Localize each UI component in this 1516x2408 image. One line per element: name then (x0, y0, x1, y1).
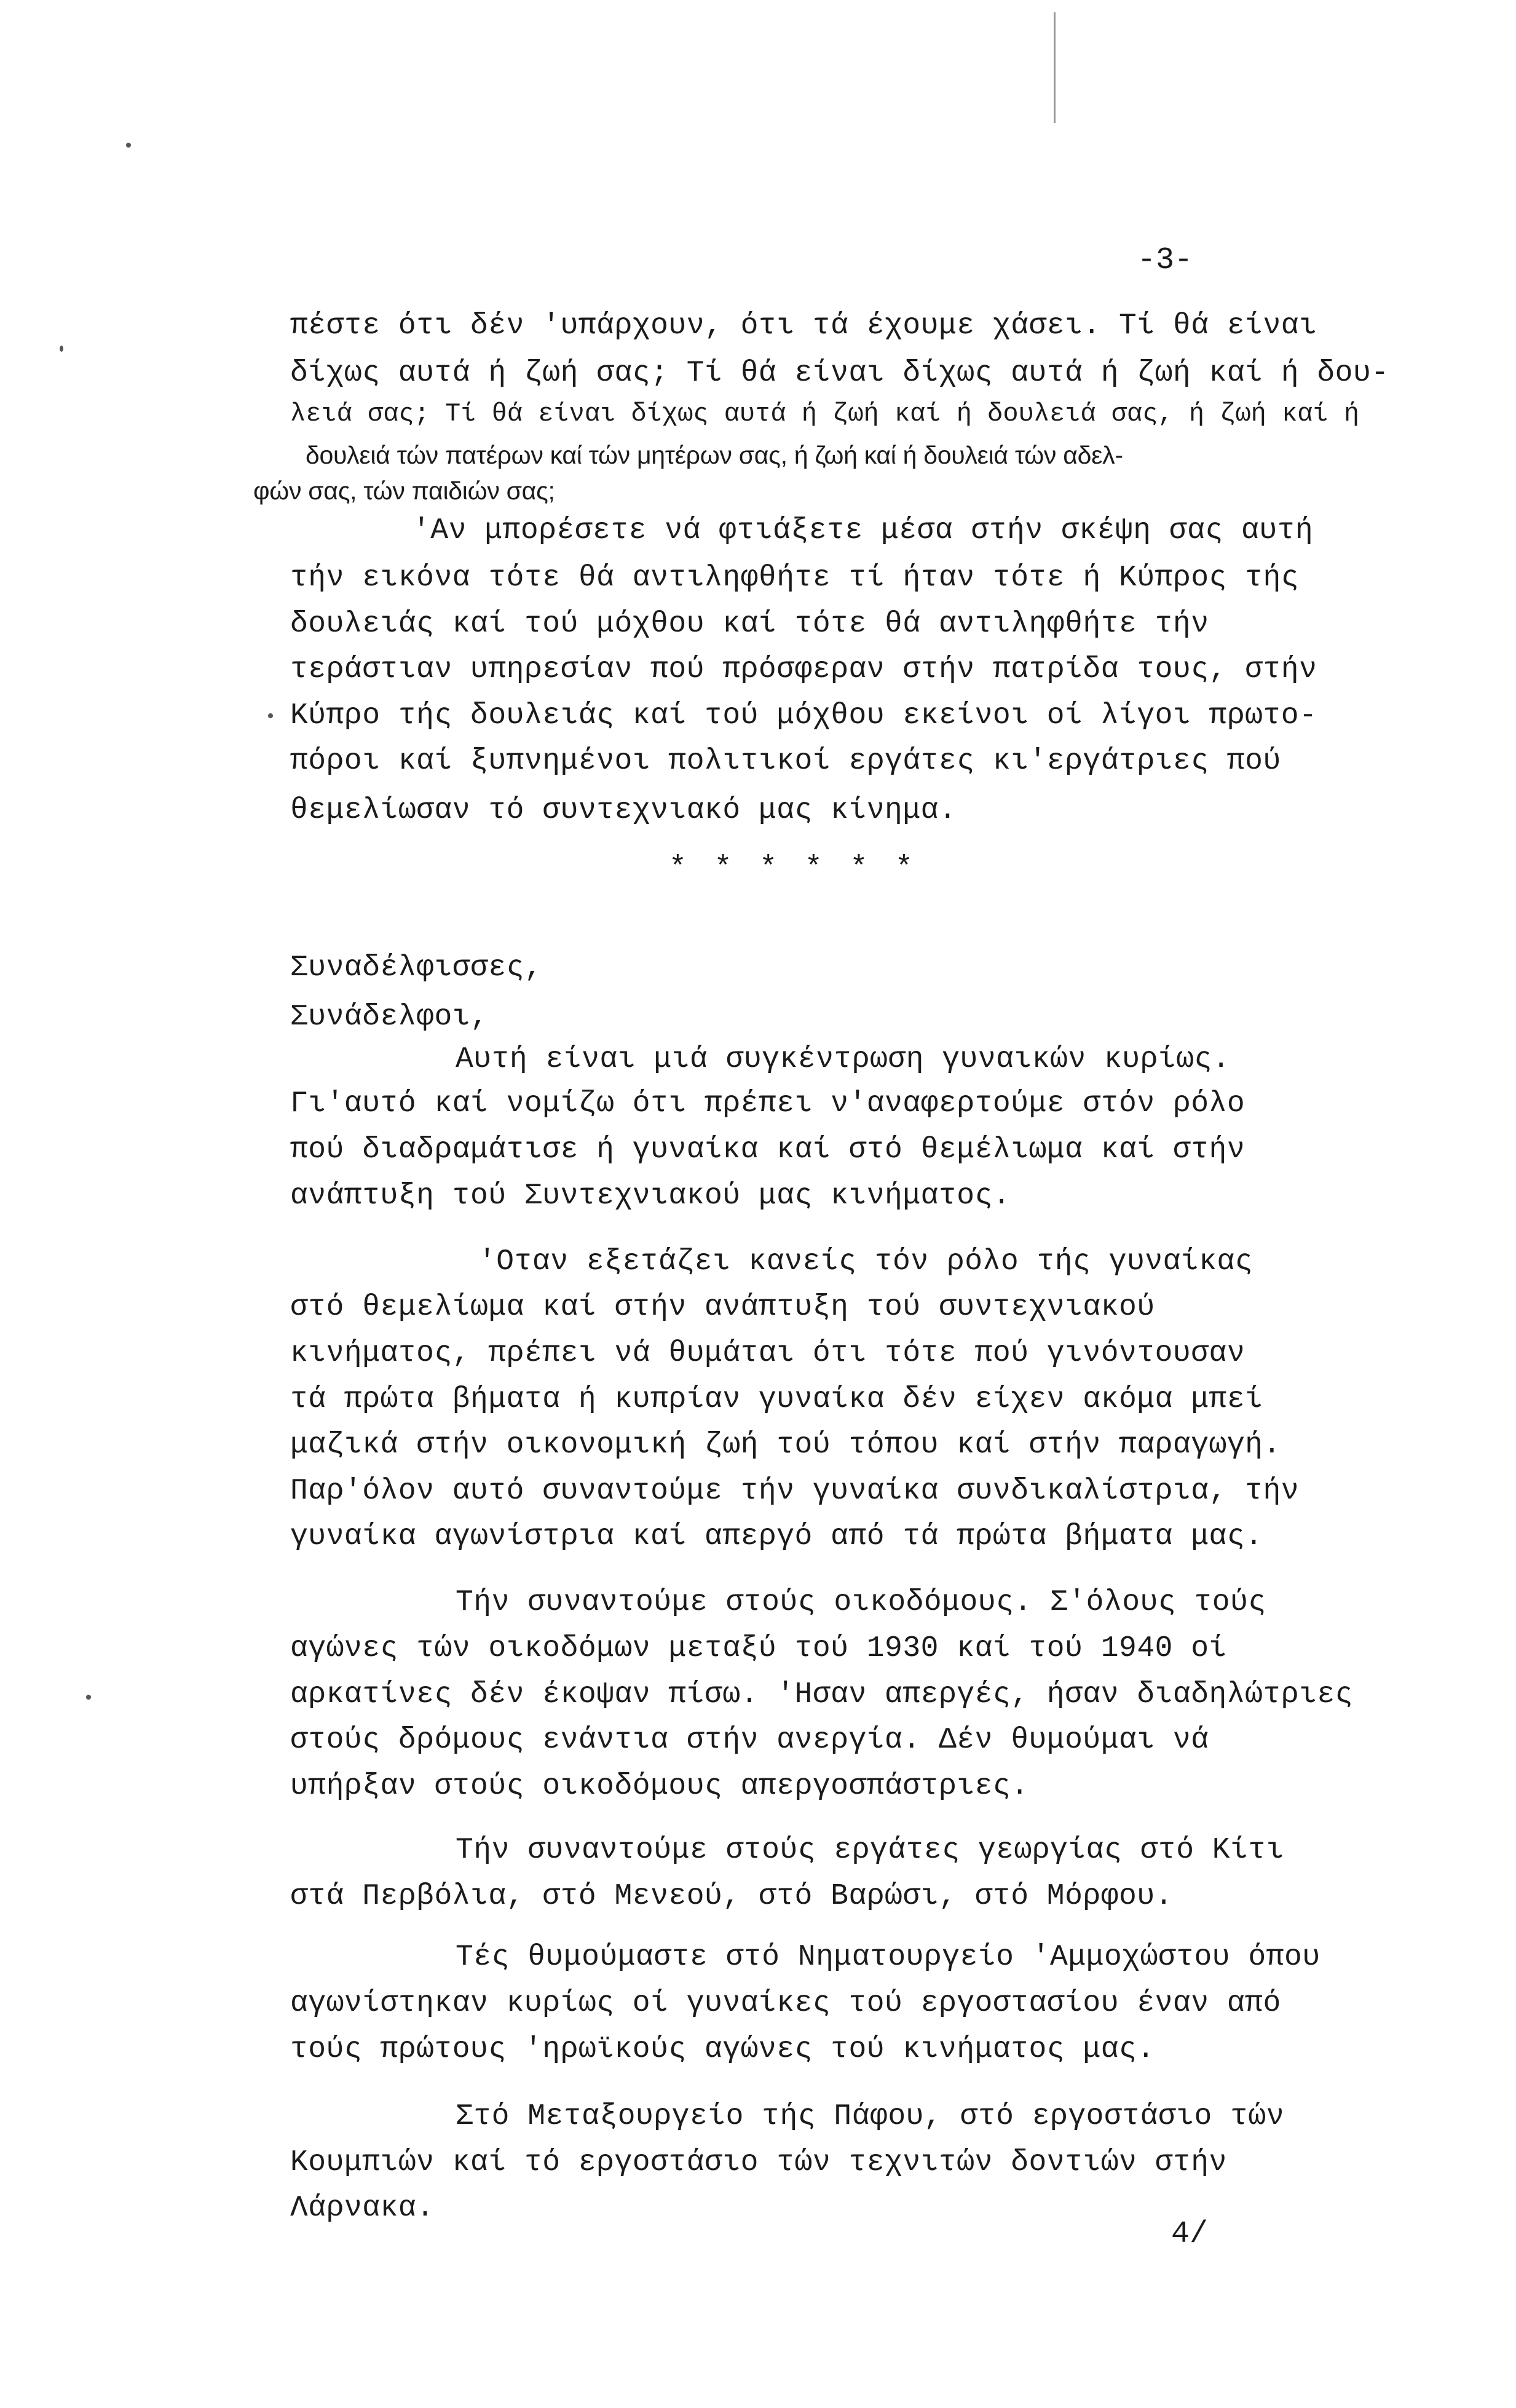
text-line: ανάπτυξη τού Συντεχνιακού μας κινήματος. (290, 1179, 1011, 1213)
text-line: τά πρώτα βήματα ή κυπρίαν γυναίκα δέν είχεν ακόμα μπεί (290, 1383, 1263, 1416)
text-line: μαζικά στήν οικονομική ζωή τού τόπου καί στήν παραγωγή. (290, 1428, 1281, 1462)
scan-speck (60, 346, 63, 352)
continuation-marker: 4/ (1171, 2217, 1209, 2252)
text-line: δουλειάς καί τού μόχθου καί τότε θά αντιληφθήτε τήν (290, 608, 1209, 641)
text-line: 'Αν μπορέσετε νά φτιάξετε μέσα στήν σκέψη σας αυτή (413, 514, 1314, 547)
text-line: Αυτή είναι μιά συγκέντρωση γυναικών κυρίως. (456, 1043, 1231, 1076)
text-line: κινήματος, πρέπει νά θυμάται ότι τότε πού γινόντουσαν (290, 1337, 1246, 1370)
text-line: Τές θυμούμαστε στό Νηματουργείο 'Αμμοχώστου όπου (456, 1941, 1321, 1974)
text-line: Κουμπιών καί τό εργοστάσιο τών τεχνιτών δοντιών στήν (290, 2146, 1227, 2179)
text-line: στό θεμελίωμα καί στήν ανάπτυξη τού συντεχνιακού (290, 1291, 1155, 1324)
text-line: Τήν συναντούμε στούς οικοδόμους. Σ'όλους τούς (456, 1586, 1266, 1619)
text-line: στά Περβόλια, στό Μενεού, στό Βαρώσι, στό Μόρφου. (290, 1880, 1173, 1913)
text-line: Παρ'όλον αυτό συναντούμε τήν γυναίκα συνδικαλίστρια, τήν (290, 1475, 1300, 1508)
text-line: 'Οταν εξετάζει κανείς τόν ρόλο τής γυναίκας (478, 1245, 1253, 1278)
text-line: τούς πρώτους 'ηρωϊκούς αγώνες τού κινήματος μας. (290, 2033, 1155, 2066)
text-line: φών σας, τών παιδιών σας; (253, 477, 555, 505)
text-line: αγώνες τών οικοδόμων μεταξύ τού 1930 καί τού 1940 οί (290, 1632, 1227, 1665)
text-line: δουλειά τών πατέρων καί τών μητέρων σας, ή ζωή καί ή δουλειά τών αδελ- (306, 441, 1123, 469)
text-line: Γι'αυτό καί νομίζω ότι πρέπει ν'αναφερτούμε στόν ρόλο (290, 1087, 1246, 1120)
text-line: λειά σας; Τί θά είναι δίχως αυτά ή ζωή καί ή δουλειά σας, ή ζωή καί ή (290, 399, 1360, 429)
section-separator: * * * * * * (669, 852, 918, 885)
text-line: πόροι καί ξυπνημένοι πολιτικοί εργάτες κι'εργάτριες πού (290, 745, 1281, 778)
salutation: Συνάδελφοι, (290, 1000, 489, 1034)
text-line: τεράστιαν υπηρεσίαν πού πρόσφεραν στήν πατρίδα τους, στήν (290, 653, 1317, 686)
page-number: -3- (1137, 243, 1193, 278)
text-line: αγωνίστηκαν κυρίως οί γυναίκες τού εργοστασίου έναν από (290, 1987, 1281, 2020)
text-line: υπήρξαν στούς οικοδόμους απεργοσπάστριες. (290, 1770, 1029, 1803)
scan-line (1054, 12, 1056, 123)
text-line: δίχως αυτά ή ζωή σας; Τί θά είναι δίχως αυτά ή ζωή καί ή δου- (290, 357, 1389, 390)
text-line: στούς δρόμους ενάντια στήν ανεργία. Δέν θυμούμαι νά (290, 1724, 1209, 1757)
scan-speck (268, 713, 273, 718)
salutation: Συναδέλφισσες, (290, 951, 543, 984)
text-line: Τήν συναντούμε στούς εργάτες γεωργίας στό Κίτι (456, 1834, 1285, 1867)
text-line: Λάρνακα. (290, 2192, 435, 2225)
text-line: Κύπρο τής δουλειάς καί τού μόχθου εκείνοι οί λίγοι πρωτο- (290, 699, 1317, 732)
text-line: θεμελίωσαν τό συντεχνιακό μας κίνημα. (290, 794, 957, 827)
text-line: πέστε ότι δέν 'υπάρχουν, ότι τά έχουμε χάσει. Τί θά είναι (290, 309, 1317, 343)
text-line: πού διαδραμάτισε ή γυναίκα καί στό θεμέλιωμα καί στήν (290, 1133, 1246, 1166)
text-line: αρκατίνες δέν έκοψαν πίσω. 'Ησαν απεργές, ήσαν διαδηλώτριες (290, 1678, 1353, 1711)
text-line: Στό Μεταξουργείο τής Πάφου, στό εργοστάσιο τών (456, 2100, 1285, 2133)
scan-speck (86, 1695, 91, 1700)
scan-speck (126, 143, 131, 148)
text-line: τήν εικόνα τότε θά αντιληφθήτε τί ήταν τότε ή Κύπρος τής (290, 561, 1300, 595)
text-line: γυναίκα αγωνίστρια καί απεργό από τά πρώτα βήματα μας. (290, 1520, 1263, 1553)
